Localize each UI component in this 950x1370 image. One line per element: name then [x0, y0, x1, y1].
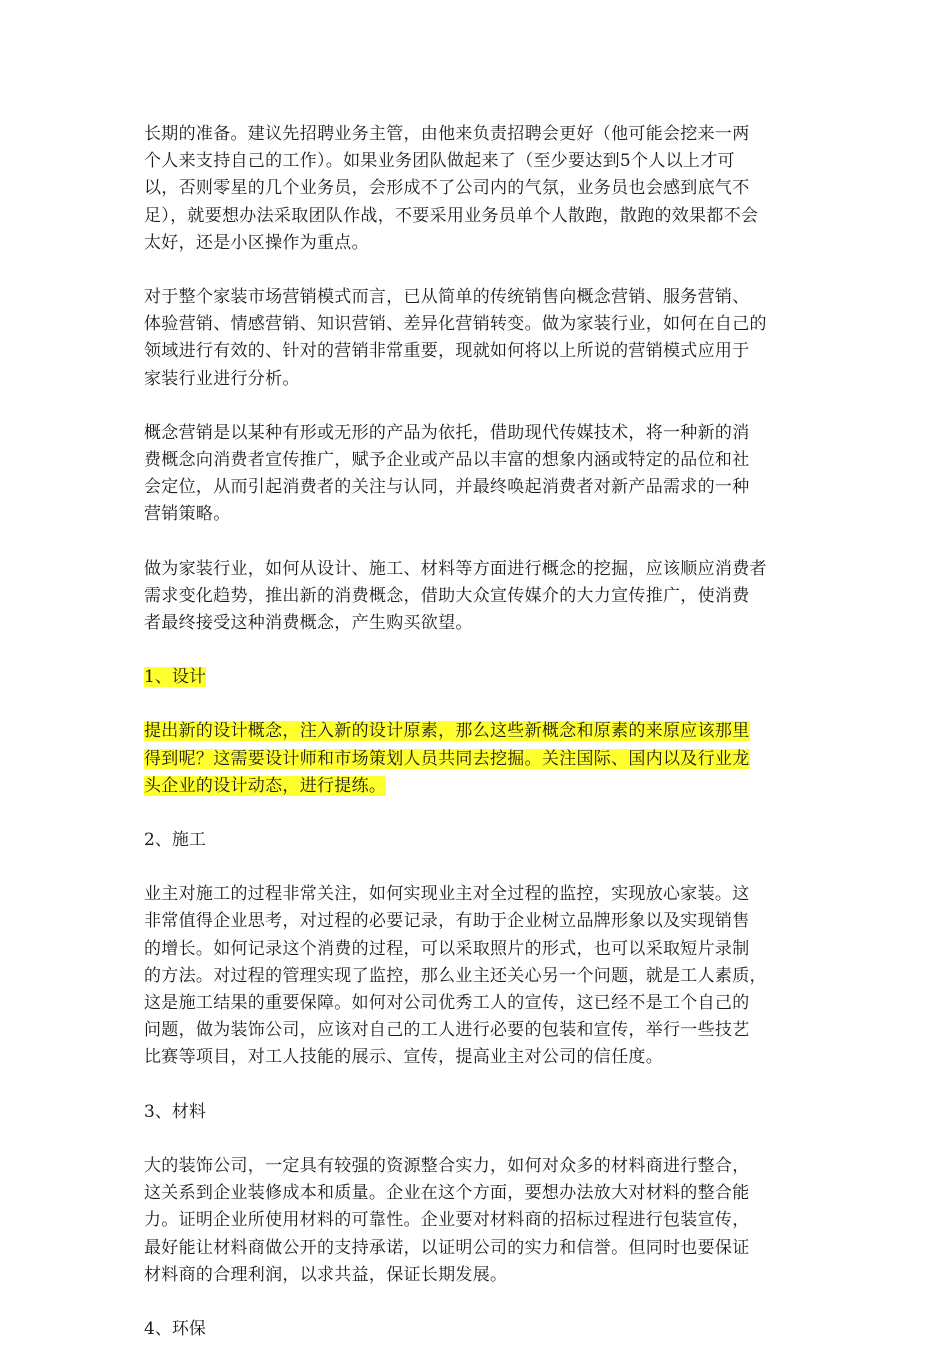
- section-heading-environment: 4、环保: [144, 1318, 206, 1339]
- text-line: 长期的准备。建议先招聘业务主管，由他来负责招聘会更好（他可能会挖来一两: [144, 124, 750, 144]
- text-line: 力。证明企业所使用材料的可靠性。企业要对材料商的招标过程进行包装宣传，: [144, 1210, 750, 1231]
- text-line: 需求变化趋势，推出新的消费概念，借助大众宣传媒介的大力宣传推广，使消费: [144, 585, 750, 606]
- text-line: 家装行业进行分析。: [144, 368, 300, 389]
- text-line: 营销策略。: [144, 504, 231, 525]
- text-line: 材料商的合理利润，以求共益，保证长期发展。: [144, 1264, 508, 1285]
- paragraph-marketing-modes: [144, 284, 814, 393]
- paragraph-construction: [144, 881, 814, 1071]
- text-line: 者最终接受这种消费概念，产生购买欲望。: [144, 613, 473, 634]
- section-heading-construction: 2、施工: [144, 830, 206, 851]
- highlighted-heading-text: 1、设计: [144, 667, 206, 688]
- text-line: 体验营销、情感营销、知识营销、差异化营销转变。做为家装行业，如何在自己的: [144, 314, 767, 335]
- text-line: 非常值得企业思考，对过程的必要记录，有助于企业树立品牌形象以及实现销售: [144, 911, 750, 932]
- paragraph-design: [144, 718, 814, 800]
- paragraph-recruitment: [144, 121, 814, 257]
- text-line: 太好，还是小区操作为重点。: [144, 232, 369, 253]
- text-line: 最好能让材料商做公开的支持承诺，以证明公司的实力和信誉。但同时也要保证: [144, 1237, 750, 1258]
- text-line: 业主对施工的过程非常关注，如何实现业主对全过程的监控，实现放心家装。这: [144, 884, 750, 905]
- text-line: 费概念向消费者宣传推广，赋予企业或产品以丰富的想象内涵或特定的品位和社: [144, 450, 750, 471]
- text-line: [144, 773, 814, 800]
- text-line: [144, 718, 814, 745]
- paragraph-concept-marketing: [144, 420, 814, 529]
- text-line: 的增长。如何记录这个消费的过程，可以采取照片的形式，也可以采取短片录制: [144, 938, 750, 959]
- text-line: 大的装饰公司，一定具有较强的资源整合实力，如何对众多的材料商进行整合，: [144, 1155, 750, 1176]
- highlighted-text: 得到呢？这需要设计师和市场策划人员共同去挖掘。关注国际、国内以及行业龙: [144, 748, 750, 769]
- text-line: 这关系到企业装修成本和质量。企业在这个方面，要想办法放大对材料的整合能: [144, 1183, 750, 1204]
- text-line: 这是施工结果的重要保障。如何对公司优秀工人的宣传，这已经不是工个自己的: [144, 993, 750, 1014]
- highlighted-text: 提出新的设计概念，注入新的设计原素，那么这些新概念和原素的来原应该那里: [144, 721, 750, 742]
- text-line: 领域进行有效的、针对的营销非常重要，现就如何将以上所说的营销模式应用于: [144, 341, 750, 362]
- highlighted-text: 头企业的设计动态，进行提练。: [144, 775, 387, 796]
- text-line: 问题，做为装饰公司，应该对自己的工人进行必要的包装和宣传，举行一些技艺: [144, 1020, 750, 1041]
- text-line: 对于整个家装市场营销模式而言，已从简单的传统销售向概念营销、服务营销、: [144, 287, 750, 308]
- text-line: [144, 746, 814, 773]
- text-line: 以，否则零星的几个业务员，会形成不了公司内的气氛，业务员也会感到底气不: [144, 178, 750, 199]
- text-line: 做为家装行业，如何从设计、施工、材料等方面进行概念的挖掘，应该顺应消费者: [144, 558, 767, 579]
- paragraph-materials: [144, 1153, 814, 1289]
- text-line: 概念营销是以某种有形或无形的产品为依托，借助现代传媒技术，将一种新的消: [144, 422, 750, 443]
- section-heading-design: [144, 664, 814, 691]
- text-line: 会定位，从而引起消费者的关注与认同，并最终唤起消费者对新产品需求的一种: [144, 477, 750, 498]
- text-line: 个人来支持自己的工作）。如果业务团队做起来了（至少要达到5个人以上才可: [144, 151, 735, 172]
- text-line: 比赛等项目，对工人技能的展示、宣传，提高业主对公司的信任度。: [144, 1047, 663, 1068]
- text-line: 足），就要想办法采取团队作战，不要采用业务员单个人散跑，散跑的效果都不会: [144, 205, 759, 226]
- section-heading-materials: 3、材料: [144, 1101, 206, 1122]
- text-line: 的方法。对过程的管理实现了监控，那么业主还关心另一个问题，就是工人素质，: [144, 965, 767, 986]
- document-page: [144, 121, 814, 1370]
- paragraph-industry-concepts: [144, 556, 814, 638]
